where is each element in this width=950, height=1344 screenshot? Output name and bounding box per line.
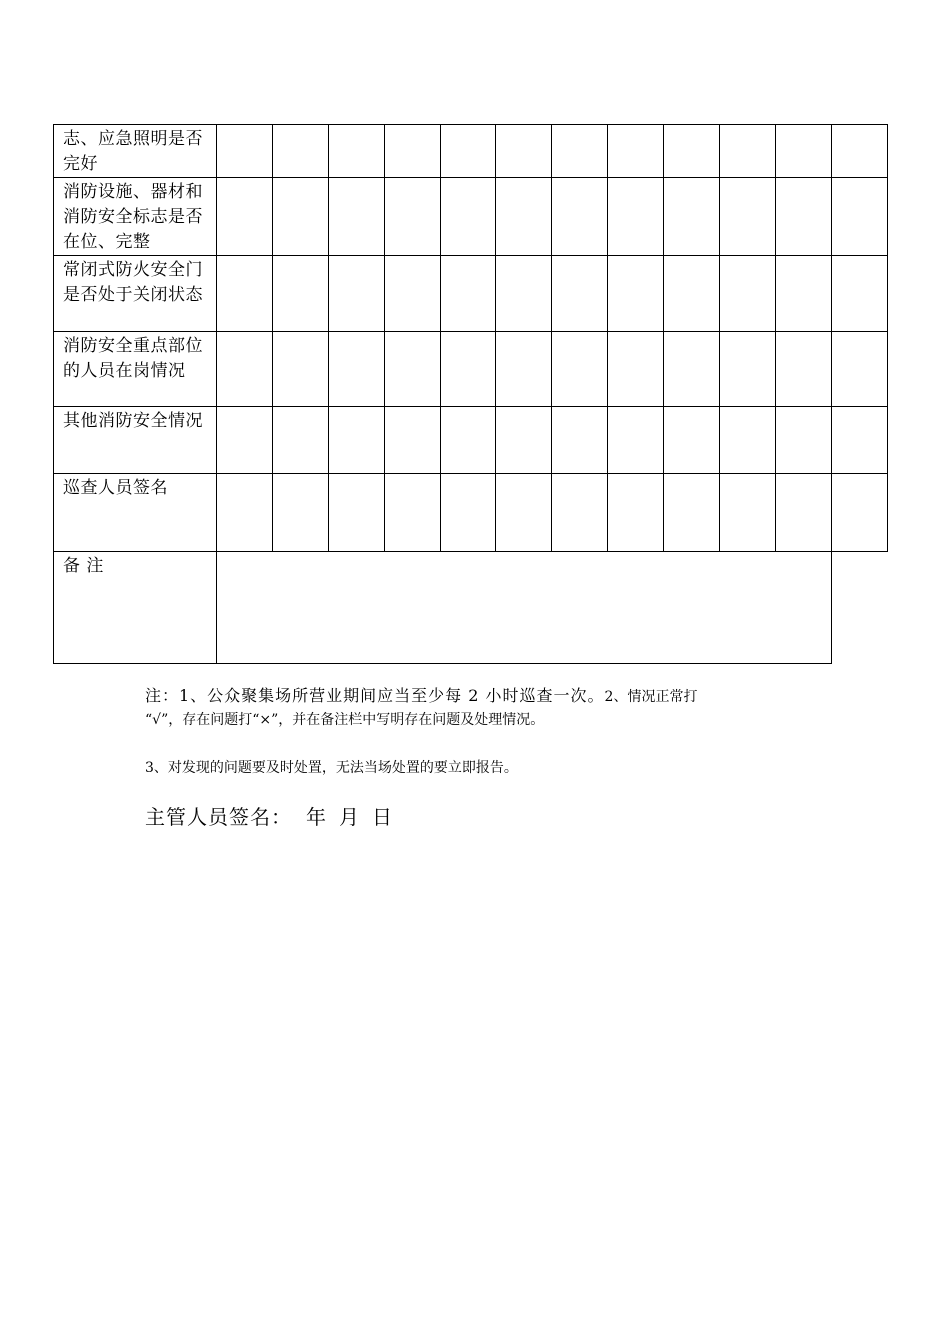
row-label-key-areas-staff: 消防安全重点部位的人员在岗情况 <box>54 332 217 407</box>
signature-cell[interactable] <box>831 474 887 552</box>
remarks-row <box>54 552 888 664</box>
check-cell[interactable] <box>831 332 887 407</box>
check-cell[interactable] <box>384 125 440 178</box>
signature-cell[interactable] <box>440 474 496 552</box>
row-label-inspector-signature: 巡查人员签名 <box>54 474 217 552</box>
check-cell[interactable] <box>552 125 608 178</box>
check-cell[interactable] <box>608 332 664 407</box>
check-cell[interactable] <box>776 256 832 332</box>
check-cell[interactable] <box>720 178 776 256</box>
signature-cell[interactable] <box>384 474 440 552</box>
month-label: 月 <box>339 805 360 829</box>
table-row <box>54 125 888 178</box>
check-cell[interactable] <box>720 407 776 474</box>
check-cell[interactable] <box>440 256 496 332</box>
check-cell[interactable] <box>216 178 272 256</box>
check-cell[interactable] <box>384 256 440 332</box>
check-cell[interactable] <box>216 256 272 332</box>
check-cell[interactable] <box>272 178 328 256</box>
signature-cell[interactable] <box>272 474 328 552</box>
note-line-2: “√”，存在问题打“×”，并在备注栏中写明存在问题及处理情况。 <box>145 712 545 728</box>
check-cell[interactable] <box>608 407 664 474</box>
signature-cell[interactable] <box>776 474 832 552</box>
check-cell[interactable] <box>328 332 384 407</box>
check-cell[interactable] <box>384 332 440 407</box>
check-cell[interactable] <box>440 407 496 474</box>
table-row <box>54 332 888 407</box>
check-cell[interactable] <box>831 125 887 178</box>
check-cell[interactable] <box>272 407 328 474</box>
check-cell[interactable] <box>496 407 552 474</box>
row-label-emergency-lighting: 志、应急照明是否完好 <box>54 125 217 178</box>
empty-edge-cell <box>831 552 887 664</box>
remarks-field[interactable] <box>216 552 831 664</box>
check-cell[interactable] <box>720 125 776 178</box>
table-row <box>54 407 888 474</box>
year-label: 年 <box>306 805 327 829</box>
check-cell[interactable] <box>216 332 272 407</box>
note-line-1 <box>145 684 825 709</box>
check-cell[interactable] <box>496 125 552 178</box>
check-cell[interactable] <box>608 256 664 332</box>
table-row <box>54 474 888 552</box>
check-cell[interactable] <box>776 407 832 474</box>
check-cell[interactable] <box>720 256 776 332</box>
check-cell[interactable] <box>216 125 272 178</box>
signature-cell[interactable] <box>496 474 552 552</box>
inspection-table <box>53 124 888 664</box>
check-cell[interactable] <box>496 178 552 256</box>
check-cell[interactable] <box>552 332 608 407</box>
signature-cell[interactable] <box>720 474 776 552</box>
notes-block <box>145 684 825 779</box>
signature-cell[interactable] <box>552 474 608 552</box>
check-cell[interactable] <box>776 125 832 178</box>
check-cell[interactable] <box>552 256 608 332</box>
table-row <box>54 178 888 256</box>
check-cell[interactable] <box>552 407 608 474</box>
signature-cell[interactable] <box>608 474 664 552</box>
check-cell[interactable] <box>608 125 664 178</box>
check-cell[interactable] <box>552 178 608 256</box>
check-cell[interactable] <box>384 407 440 474</box>
check-cell[interactable] <box>440 332 496 407</box>
check-cell[interactable] <box>328 256 384 332</box>
row-label-other-safety: 其他消防安全情况 <box>54 407 217 474</box>
supervisor-signature-label: 主管人员签名： <box>145 805 292 829</box>
remarks-label: 备 注 <box>54 552 217 664</box>
check-cell[interactable] <box>328 125 384 178</box>
check-cell[interactable] <box>831 407 887 474</box>
check-cell[interactable] <box>664 407 720 474</box>
row-label-fire-equipment: 消防设施、器材和消防安全标志是否在位、完整 <box>54 178 217 256</box>
note-line-1-main: 注：1、公众聚集场所营业期间应当至少每 2 小时巡查一次。 <box>145 686 605 705</box>
table-row <box>54 256 888 332</box>
check-cell[interactable] <box>664 332 720 407</box>
check-cell[interactable] <box>776 332 832 407</box>
check-cell[interactable] <box>664 256 720 332</box>
signature-cell[interactable] <box>328 474 384 552</box>
check-cell[interactable] <box>440 125 496 178</box>
check-cell[interactable] <box>440 178 496 256</box>
note-line-3: 3、对发现的问题要及时处置，无法当场处置的要立即报告。 <box>145 760 518 776</box>
signature-cell[interactable] <box>664 474 720 552</box>
check-cell[interactable] <box>664 178 720 256</box>
note-line-1-tail: 2、情况正常打 <box>604 689 698 705</box>
supervisor-signature-line <box>145 801 393 830</box>
row-label-fire-doors: 常闭式防火安全门是否处于关闭状态 <box>54 256 217 332</box>
check-cell[interactable] <box>831 178 887 256</box>
check-cell[interactable] <box>776 178 832 256</box>
check-cell[interactable] <box>272 256 328 332</box>
day-label: 日 <box>372 805 393 829</box>
check-cell[interactable] <box>216 407 272 474</box>
check-cell[interactable] <box>831 256 887 332</box>
check-cell[interactable] <box>328 407 384 474</box>
check-cell[interactable] <box>664 125 720 178</box>
check-cell[interactable] <box>384 178 440 256</box>
check-cell[interactable] <box>496 256 552 332</box>
check-cell[interactable] <box>496 332 552 407</box>
check-cell[interactable] <box>608 178 664 256</box>
check-cell[interactable] <box>328 178 384 256</box>
check-cell[interactable] <box>272 332 328 407</box>
check-cell[interactable] <box>720 332 776 407</box>
signature-cell[interactable] <box>216 474 272 552</box>
check-cell[interactable] <box>272 125 328 178</box>
